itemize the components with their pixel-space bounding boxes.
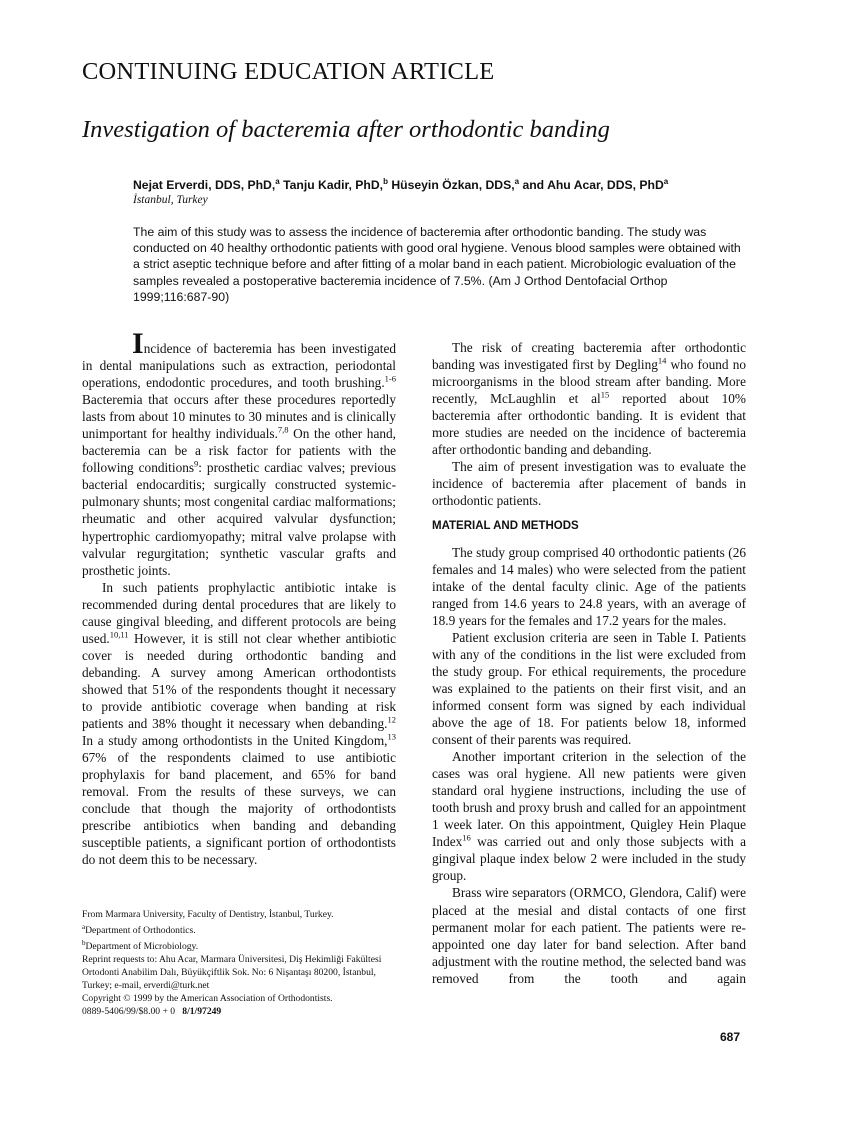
article-title: Investigation of bacteremia after orthodontic banding [82,116,610,143]
right-column [432,339,746,987]
citation-ref: 13 [387,731,396,742]
article-type-heading: CONTINUING EDUCATION ARTICLE [82,58,495,85]
affiliation-mark: a [663,177,669,186]
text-run: The study group comprised 40 orthodontic patients (26 females and 14 males) who were selected from the patient intake of the dental faculty clinic. Age of the patients ranged from 14.6 years to 24.8 years, with an average of 18.9 years for the females and 17.2 years for the males. [432,544,746,628]
issn-code: 0889-5406/99/$8.00 + 0 [82,1006,176,1018]
author: Hüseyin Özkan, DDS, [387,178,515,193]
body-paragraph [432,884,746,986]
text-run: Another important criterion in the selection of the cases was oral hygiene. All new patients were given standard oral hygiene instructions, including the use of tooth brush and proxy brush and called for an appointment 1 week later. On this appointment, Quigley Hein Plaque Index [432,749,746,850]
body-paragraph [432,339,746,458]
footnotes [82,908,402,1018]
footnote-reprint-line: Ortodonti Anabilim Dalı, Büyükçiftlik Sok. No: 6 Nişantaşı 80200, İstanbul, [82,967,376,979]
citation-ref: 1-6 [384,373,396,384]
text-run: who found no microorganisms in the blood stream after banding. More recently, McLaughlin et al [432,357,746,407]
author: and Ahu Acar, DDS, PhD [519,178,664,193]
article-code: 8/1/97249 [182,1006,222,1018]
abstract: The aim of this study was to assess the incidence of bacteremia after orthodontic banding. The study was conducted on 40 healthy orthodontic patients with good oral hygiene. Venous blood samples were obtained with a strict aseptic technique before and after fitting of a molar band in each patient. Microbiologic evaluation of the samples revealed a postoperative bacteremia incidence of 7.5%. (Am J Orthod Dentofacial Orthop 1999;116:687-90) [133,225,741,304]
text-run: In such patients prophylactic antibiotic intake is recommended during dental procedures that are likely to cause gingival bleeding, and different protocols are being used. [82,579,396,646]
footnote-institution: From Marmara University, Faculty of Dentistry, İstanbul, Turkey. [82,909,334,920]
text-run: Patient exclusion criteria are seen in Table I. Patients with any of the conditions in the list were excluded from the study group. For ethical requirements, the procedure was explained to the patients on their first visit, and an informed consent form was signed by each individual above the age of 18. For patients below 18, informed consent of their parents was required. [432,629,746,748]
citation-ref: 9 [194,458,199,469]
footnote-reprint-line: Turkey; e-mail, erverdi@turk.net [82,980,210,992]
affiliation-mark: a [82,923,86,931]
text-run: On the other hand, bacteremia can be a risk factor for patients with the following conditions [82,426,396,476]
text-run: Bacteremia that occurs after these procedures reportedly lasts from about 10 minutes to 30 minutes and is clinically unimportant for healthy individuals. [82,392,396,442]
left-column [82,327,396,868]
text-run: The aim of present investigation was to evaluate the incidence of bacteremia after placement of bands in orthodontic patients. [432,459,746,509]
text-run: Brass wire separators (ORMCO, Glendora, Calif) were placed at the mesial and distal contacts of one first permanent molar for each patient. The patients were re-appointed one day later for band selection. After band adjustment with the routine method, the selected band was removed from the tooth and again [432,885,746,986]
body-paragraph [432,458,746,509]
text-run: The risk of creating bacteremia after orthodontic banding was investigated first by Degling [432,340,746,373]
citation-ref: 12 [387,714,396,725]
section-heading: MATERIAL AND METHODS [432,520,579,533]
author-list [133,177,668,192]
drop-cap: I [132,327,144,360]
text-run: reported about 10% bacteremia after orthodontic banding. It is evident that more studies are needed on the incidence of bacteremia after orthodontic banding and debanding. [432,391,746,458]
affiliation-mark: a [514,177,520,186]
text-run: was carried out and only those subjects with a gingival plaque index below 2 were included in the study group. [432,834,746,884]
citation-ref: 14 [657,355,667,366]
author: Tanju Kadir, PhD, [279,178,384,193]
footnote-copyright: Copyright © 1999 by the American Association of Orthodontists. [82,993,333,1005]
author-location: İstanbul, Turkey [133,194,208,206]
citation-ref: 15 [600,389,610,400]
text-run: : prosthetic cardiac valves; previous bacterial endocarditis; surgically constructed systemic-pulmonary shunts; most congenital cardiac malformations; rheumatic and other acquired valvular dysfunction; hypertrophic cardiomyopathy; mitral valve prolapse with valvular regurgitation; synthetic vascular grafts and prosthetic joints. [82,460,396,578]
body-paragraph [432,748,746,884]
text-run: 67% of the respondents claimed to use antibiotic prophylaxis for band placement, and 65% for band removal. From the results of these surveys, we can conclude that though the majority of orthodontists prescribe antibiotics when banding and debanding susceptible patients, a significant portion of orthodontists do not deem this to be necessary. [82,750,396,868]
author: Nejat Erverdi, DDS, PhD, [133,178,276,193]
affiliation-text: Department of Microbiology. [85,941,199,953]
body-paragraph [432,629,746,748]
body-paragraph [82,579,396,869]
body-paragraph [432,544,746,629]
footnote-affiliation-b [82,937,402,953]
affiliation-mark: a [275,177,280,186]
page-number: 687 [720,1030,741,1044]
affiliation-text: Department of Orthodontics. [85,925,196,937]
citation-ref: 10,11 [109,629,129,640]
footnote-reprint-line: Reprint requests to: Ahu Acar, Marmara Üniversitesi, Diş Hekimliği Fakültesi [82,954,382,966]
text-run: In a study among orthodontists in the United Kingdom, [82,733,388,749]
affiliation-mark: b [82,939,86,948]
footnote-affiliation-a [82,921,402,937]
citation-ref: 16 [462,832,471,843]
body-paragraph [82,327,396,579]
affiliation-mark: b [383,177,388,186]
citation-ref: 7,8 [277,424,289,435]
footnote-code [82,1005,402,1018]
text-run: However, it is still not clear whether antibiotic cover is needed during orthodontic banding and debanding. A survey among American orthodontists showed that 51% of the respondents thought it necessary to provide antibiotic coverage when banding at risk patients and 38% thought it necessary when debanding. [82,630,396,732]
text-run: ncidence of bacteremia has been investigated in dental manipulations such as extraction, periodontal operations, endodontic procedures, and tooth brushing. [82,341,396,391]
